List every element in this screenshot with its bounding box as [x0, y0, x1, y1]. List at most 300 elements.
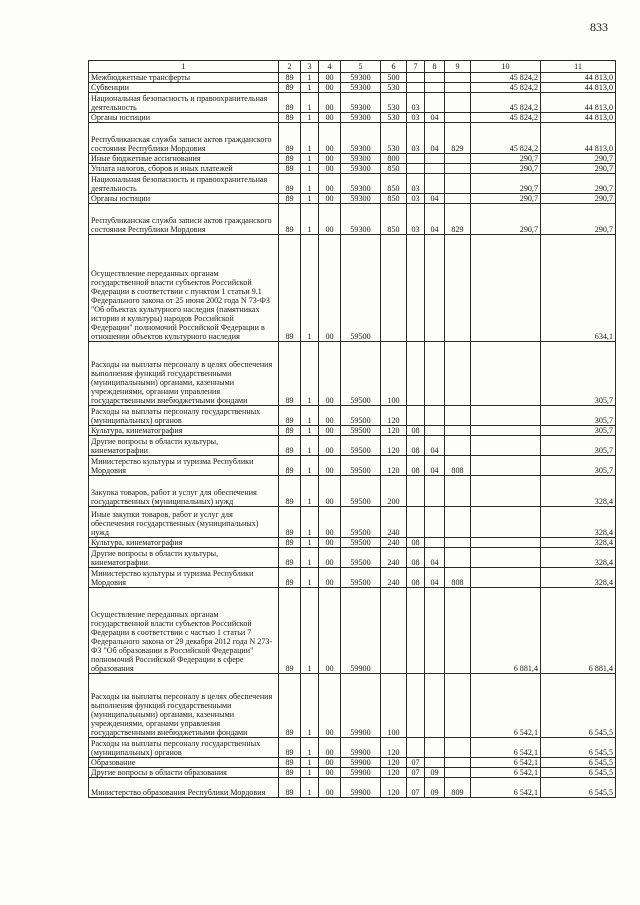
- code-subsection-cell: 00: [319, 406, 341, 426]
- amount-2026-cell: 6 545,5: [541, 778, 616, 798]
- code-subsection-cell: 00: [319, 194, 341, 204]
- code-expense-cell: 850: [381, 174, 407, 194]
- code-section-cell: 1: [301, 83, 319, 93]
- code-section-cell: 1: [301, 507, 319, 538]
- item-name-cell: Уплата налогов, сборов и иных платежей: [89, 164, 279, 174]
- code-section-cell: 1: [301, 768, 319, 778]
- amount-2025-cell: 6 542,1: [471, 738, 541, 758]
- table-row: [89, 738, 616, 758]
- code-subsection-cell: 00: [319, 342, 341, 406]
- code-subsection-cell: 00: [319, 436, 341, 456]
- code-admin-cell: 89: [279, 164, 301, 174]
- page-number: 833: [590, 20, 608, 34]
- code-division-cell: 03: [407, 204, 425, 235]
- code-article-cell: 59300: [341, 113, 381, 123]
- code-section-cell: 1: [301, 568, 319, 588]
- table-row: [89, 174, 616, 194]
- code-article-cell: 59500: [341, 476, 381, 507]
- table-row: [89, 235, 616, 342]
- code-division-cell: [407, 674, 425, 738]
- code-admin-cell: 89: [279, 113, 301, 123]
- code-ministry-cell: [445, 164, 471, 174]
- code-division-cell: [407, 342, 425, 406]
- code-ministry-cell: [445, 154, 471, 164]
- code-subsection-cell: 00: [319, 123, 341, 154]
- code-ministry-cell: [445, 476, 471, 507]
- code-admin-cell: 89: [279, 548, 301, 568]
- code-division-cell: [407, 588, 425, 674]
- code-admin-cell: 89: [279, 93, 301, 113]
- amount-2025-cell: 6 542,1: [471, 758, 541, 768]
- item-name-cell: Другие вопросы в области образования: [89, 768, 279, 778]
- code-subdivision-cell: [425, 674, 445, 738]
- code-expense-cell: 240: [381, 548, 407, 568]
- code-ministry-cell: [445, 768, 471, 778]
- item-name-cell: Органы юстиции: [89, 194, 279, 204]
- amount-2026-cell: 290,7: [541, 204, 616, 235]
- code-admin-cell: 89: [279, 73, 301, 83]
- table-row: [89, 778, 616, 798]
- code-article-cell: 59900: [341, 778, 381, 798]
- amount-2026-cell: 6 545,5: [541, 738, 616, 758]
- code-subsection-cell: 00: [319, 73, 341, 83]
- table-row: [89, 204, 616, 235]
- table-row: [89, 123, 616, 154]
- code-admin-cell: 89: [279, 568, 301, 588]
- code-subdivision-cell: [425, 164, 445, 174]
- amount-2026-cell: 6 545,5: [541, 768, 616, 778]
- header-cell-code-article: 5: [341, 61, 381, 73]
- item-name-cell: Иные бюджетные ассигнования: [89, 154, 279, 164]
- code-admin-cell: 89: [279, 538, 301, 548]
- code-admin-cell: 89: [279, 778, 301, 798]
- table-row: [89, 538, 616, 548]
- code-ministry-cell: [445, 426, 471, 436]
- code-expense-cell: 530: [381, 83, 407, 93]
- code-section-cell: 1: [301, 588, 319, 674]
- code-expense-cell: 500: [381, 73, 407, 83]
- code-subsection-cell: 00: [319, 456, 341, 476]
- code-article-cell: 59900: [341, 738, 381, 758]
- code-division-cell: 08: [407, 426, 425, 436]
- item-name-cell: Расходы на выплаты персоналу государственных (муниципальных) органов: [89, 738, 279, 758]
- table-row: [89, 674, 616, 738]
- table-row: [89, 507, 616, 538]
- header-cell-code-expense: 6: [381, 61, 407, 73]
- amount-2026-cell: 328,4: [541, 507, 616, 538]
- code-subsection-cell: 00: [319, 778, 341, 798]
- code-ministry-cell: 829: [445, 204, 471, 235]
- code-subsection-cell: 00: [319, 548, 341, 568]
- amount-2026-cell: 305,7: [541, 406, 616, 426]
- code-subsection-cell: 00: [319, 154, 341, 164]
- table-row: [89, 758, 616, 768]
- code-ministry-cell: 809: [445, 778, 471, 798]
- code-division-cell: 07: [407, 778, 425, 798]
- code-subdivision-cell: [425, 235, 445, 342]
- table-row: [89, 476, 616, 507]
- code-admin-cell: 89: [279, 436, 301, 456]
- code-expense-cell: 200: [381, 476, 407, 507]
- code-division-cell: [407, 738, 425, 758]
- code-expense-cell: 850: [381, 164, 407, 174]
- code-subsection-cell: 00: [319, 568, 341, 588]
- item-name-cell: Межбюджетные трансферты: [89, 73, 279, 83]
- code-article-cell: 59300: [341, 204, 381, 235]
- table-row: [89, 426, 616, 436]
- code-ministry-cell: [445, 588, 471, 674]
- code-subsection-cell: 00: [319, 174, 341, 194]
- amount-2026-cell: 6 881,4: [541, 588, 616, 674]
- code-admin-cell: 89: [279, 426, 301, 436]
- code-admin-cell: 89: [279, 83, 301, 93]
- item-name-cell: Национальная безопасность и правоохранительная деятельность: [89, 174, 279, 194]
- code-expense-cell: 240: [381, 507, 407, 538]
- code-article-cell: 59300: [341, 174, 381, 194]
- code-subdivision-cell: [425, 588, 445, 674]
- code-admin-cell: 89: [279, 204, 301, 235]
- code-expense-cell: 120: [381, 778, 407, 798]
- code-admin-cell: 89: [279, 507, 301, 538]
- code-section-cell: 1: [301, 73, 319, 83]
- code-article-cell: 59300: [341, 123, 381, 154]
- code-section-cell: 1: [301, 204, 319, 235]
- amount-2026-cell: 305,7: [541, 436, 616, 456]
- code-subdivision-cell: [425, 476, 445, 507]
- amount-2026-cell: 44 813,0: [541, 93, 616, 113]
- table-row: [89, 406, 616, 426]
- code-expense-cell: 240: [381, 568, 407, 588]
- budget-table: [88, 60, 616, 798]
- header-cell-amount-2025: 10: [471, 61, 541, 73]
- code-expense-cell: 850: [381, 194, 407, 204]
- code-section-cell: 1: [301, 93, 319, 113]
- code-ministry-cell: [445, 342, 471, 406]
- code-admin-cell: 89: [279, 476, 301, 507]
- table-row: [89, 456, 616, 476]
- header-cell-code-subsection: 4: [319, 61, 341, 73]
- amount-2026-cell: 44 813,0: [541, 123, 616, 154]
- amount-2026-cell: 44 813,0: [541, 113, 616, 123]
- code-article-cell: 59500: [341, 436, 381, 456]
- code-article-cell: 59900: [341, 588, 381, 674]
- code-section-cell: 1: [301, 123, 319, 154]
- code-admin-cell: 89: [279, 123, 301, 154]
- amount-2025-cell: 45 824,2: [471, 113, 541, 123]
- code-subdivision-cell: [425, 758, 445, 768]
- table-row: [89, 548, 616, 568]
- item-name-cell: Органы юстиции: [89, 113, 279, 123]
- table-row: [89, 83, 616, 93]
- code-ministry-cell: [445, 83, 471, 93]
- code-expense-cell: 530: [381, 113, 407, 123]
- code-expense-cell: 100: [381, 674, 407, 738]
- code-section-cell: 1: [301, 113, 319, 123]
- amount-2026-cell: 290,7: [541, 164, 616, 174]
- amount-2025-cell: [471, 456, 541, 476]
- code-division-cell: [407, 235, 425, 342]
- amount-2025-cell: [471, 342, 541, 406]
- code-admin-cell: 89: [279, 738, 301, 758]
- amount-2026-cell: 634,1: [541, 235, 616, 342]
- code-division-cell: 03: [407, 123, 425, 154]
- item-name-cell: Министерство культуры и туризма Республики Мордовия: [89, 456, 279, 476]
- code-expense-cell: 530: [381, 93, 407, 113]
- amount-2026-cell: 305,7: [541, 456, 616, 476]
- item-name-cell: Министерство культуры и туризма Республики Мордовия: [89, 568, 279, 588]
- code-section-cell: 1: [301, 406, 319, 426]
- code-division-cell: [407, 507, 425, 538]
- code-division-cell: [407, 83, 425, 93]
- amount-2026-cell: 328,4: [541, 476, 616, 507]
- code-article-cell: 59500: [341, 235, 381, 342]
- amount-2026-cell: 328,4: [541, 548, 616, 568]
- amount-2025-cell: [471, 538, 541, 548]
- code-division-cell: [407, 73, 425, 83]
- code-ministry-cell: [445, 758, 471, 768]
- code-subsection-cell: 00: [319, 538, 341, 548]
- code-subdivision-cell: [425, 174, 445, 194]
- code-admin-cell: 89: [279, 406, 301, 426]
- code-article-cell: 59900: [341, 768, 381, 778]
- code-ministry-cell: [445, 507, 471, 538]
- amount-2025-cell: [471, 507, 541, 538]
- code-subsection-cell: 00: [319, 235, 341, 342]
- code-expense-cell: 120: [381, 406, 407, 426]
- code-expense-cell: [381, 588, 407, 674]
- code-subdivision-cell: [425, 538, 445, 548]
- code-division-cell: [407, 406, 425, 426]
- code-subsection-cell: 00: [319, 204, 341, 235]
- code-admin-cell: 89: [279, 768, 301, 778]
- amount-2025-cell: 6 542,1: [471, 674, 541, 738]
- code-expense-cell: 100: [381, 342, 407, 406]
- amount-2026-cell: 44 813,0: [541, 83, 616, 93]
- item-name-cell: Культура, кинематография: [89, 538, 279, 548]
- table-row: [89, 342, 616, 406]
- code-article-cell: 59500: [341, 568, 381, 588]
- code-section-cell: 1: [301, 674, 319, 738]
- code-ministry-cell: [445, 436, 471, 456]
- code-article-cell: 59900: [341, 758, 381, 768]
- code-division-cell: 08: [407, 548, 425, 568]
- code-expense-cell: 850: [381, 204, 407, 235]
- amount-2025-cell: [471, 568, 541, 588]
- code-article-cell: 59500: [341, 426, 381, 436]
- code-subdivision-cell: 04: [425, 204, 445, 235]
- amount-2026-cell: 290,7: [541, 154, 616, 164]
- code-division-cell: 08: [407, 436, 425, 456]
- amount-2025-cell: 45 824,2: [471, 73, 541, 83]
- amount-2025-cell: [471, 436, 541, 456]
- code-article-cell: 59300: [341, 154, 381, 164]
- code-expense-cell: 120: [381, 426, 407, 436]
- amount-2025-cell: 6 542,1: [471, 768, 541, 778]
- code-subsection-cell: 00: [319, 113, 341, 123]
- header-cell-code-section: 3: [301, 61, 319, 73]
- table-row: [89, 93, 616, 113]
- amount-2025-cell: [471, 406, 541, 426]
- code-ministry-cell: [445, 235, 471, 342]
- code-expense-cell: 120: [381, 758, 407, 768]
- code-division-cell: 07: [407, 768, 425, 778]
- code-article-cell: 59300: [341, 194, 381, 204]
- code-subdivision-cell: 04: [425, 568, 445, 588]
- code-subsection-cell: 00: [319, 588, 341, 674]
- item-name-cell: Национальная безопасность и правоохранительная деятельность: [89, 93, 279, 113]
- code-subsection-cell: 00: [319, 476, 341, 507]
- code-article-cell: 59300: [341, 93, 381, 113]
- code-expense-cell: 120: [381, 436, 407, 456]
- item-name-cell: Расходы на выплаты персоналу в целях обеспечения выполнения функций государственными (муниципальными) органами, казенными учреждениями, органами управления государственными внебюджетными фондами: [89, 342, 279, 406]
- code-expense-cell: 530: [381, 123, 407, 154]
- code-section-cell: 1: [301, 174, 319, 194]
- code-ministry-cell: [445, 194, 471, 204]
- item-name-cell: Субвенции: [89, 83, 279, 93]
- amount-2025-cell: [471, 548, 541, 568]
- code-article-cell: 59300: [341, 164, 381, 174]
- code-subdivision-cell: [425, 73, 445, 83]
- header-cell-item-name: 1: [89, 61, 279, 73]
- code-subdivision-cell: [425, 93, 445, 113]
- amount-2026-cell: 305,7: [541, 426, 616, 436]
- code-division-cell: [407, 154, 425, 164]
- amount-2025-cell: [471, 426, 541, 436]
- code-division-cell: 03: [407, 113, 425, 123]
- code-expense-cell: 240: [381, 538, 407, 548]
- code-admin-cell: 89: [279, 588, 301, 674]
- amount-2025-cell: 45 824,2: [471, 93, 541, 113]
- code-division-cell: 07: [407, 758, 425, 768]
- code-expense-cell: 120: [381, 738, 407, 758]
- code-subsection-cell: 00: [319, 758, 341, 768]
- code-division-cell: 08: [407, 456, 425, 476]
- amount-2026-cell: 6 545,5: [541, 758, 616, 768]
- code-section-cell: 1: [301, 342, 319, 406]
- code-subdivision-cell: 04: [425, 123, 445, 154]
- code-subdivision-cell: 04: [425, 113, 445, 123]
- code-division-cell: [407, 476, 425, 507]
- amount-2025-cell: 290,7: [471, 174, 541, 194]
- table-row: [89, 568, 616, 588]
- table-row: [89, 164, 616, 174]
- code-ministry-cell: [445, 674, 471, 738]
- code-subdivision-cell: 04: [425, 194, 445, 204]
- code-ministry-cell: [445, 548, 471, 568]
- header-cell-code-subdivision: 8: [425, 61, 445, 73]
- code-subdivision-cell: 09: [425, 778, 445, 798]
- amount-2025-cell: 290,7: [471, 194, 541, 204]
- code-admin-cell: 89: [279, 194, 301, 204]
- amount-2026-cell: 290,7: [541, 194, 616, 204]
- code-section-cell: 1: [301, 476, 319, 507]
- amount-2025-cell: 6 881,4: [471, 588, 541, 674]
- header-cell-code-division: 7: [407, 61, 425, 73]
- code-section-cell: 1: [301, 778, 319, 798]
- item-name-cell: Иные закупки товаров, работ и услуг для обеспечения государственных (муниципальных) нужд: [89, 507, 279, 538]
- item-name-cell: Другие вопросы в области культуры, кинематографии: [89, 436, 279, 456]
- code-admin-cell: 89: [279, 154, 301, 164]
- amount-2025-cell: 45 824,2: [471, 83, 541, 93]
- item-name-cell: Республиканская служба записи актов гражданского состояния Республики Мордовия: [89, 204, 279, 235]
- table-row: [89, 113, 616, 123]
- item-name-cell: Другие вопросы в области культуры, кинематографии: [89, 548, 279, 568]
- code-ministry-cell: [445, 73, 471, 83]
- code-section-cell: 1: [301, 456, 319, 476]
- table-row: [89, 768, 616, 778]
- code-subdivision-cell: [425, 406, 445, 426]
- code-subdivision-cell: [425, 83, 445, 93]
- amount-2025-cell: 290,7: [471, 204, 541, 235]
- code-article-cell: 59500: [341, 538, 381, 548]
- code-article-cell: 59300: [341, 73, 381, 83]
- item-name-cell: Культура, кинематография: [89, 426, 279, 436]
- code-subsection-cell: 00: [319, 674, 341, 738]
- code-article-cell: 59900: [341, 674, 381, 738]
- table-row: [89, 154, 616, 164]
- table-row: [89, 436, 616, 456]
- code-division-cell: 03: [407, 174, 425, 194]
- code-admin-cell: 89: [279, 758, 301, 768]
- code-ministry-cell: [445, 406, 471, 426]
- table-row: [89, 73, 616, 83]
- code-subdivision-cell: 09: [425, 768, 445, 778]
- header-cell-code-ministry: 9: [445, 61, 471, 73]
- code-expense-cell: 120: [381, 768, 407, 778]
- code-section-cell: 1: [301, 738, 319, 758]
- code-ministry-cell: 808: [445, 456, 471, 476]
- code-ministry-cell: [445, 113, 471, 123]
- amount-2026-cell: 328,4: [541, 538, 616, 548]
- amount-2025-cell: 290,7: [471, 154, 541, 164]
- code-subdivision-cell: [425, 342, 445, 406]
- code-article-cell: 59500: [341, 456, 381, 476]
- item-name-cell: Республиканская служба записи актов гражданского состояния Республики Мордовия: [89, 123, 279, 154]
- amount-2026-cell: 290,7: [541, 174, 616, 194]
- code-admin-cell: 89: [279, 235, 301, 342]
- amount-2025-cell: [471, 476, 541, 507]
- table-row: [89, 588, 616, 674]
- code-article-cell: 59500: [341, 342, 381, 406]
- item-name-cell: Осуществление переданных органам государственной власти субъектов Российской Федерации в соответствии с пунктом 1 статьи 9.1 Федерального закона от 25 июня 2002 года N 73-ФЗ "Об объектах культурного наследия (памятниках истории и культуры) народов Российской Федерации" полномочий Российской Федерации в отношении объектов культурного наследия: [89, 235, 279, 342]
- amount-2026-cell: 328,4: [541, 568, 616, 588]
- code-subdivision-cell: 04: [425, 456, 445, 476]
- code-ministry-cell: 829: [445, 123, 471, 154]
- code-section-cell: 1: [301, 154, 319, 164]
- code-expense-cell: 120: [381, 456, 407, 476]
- item-name-cell: Расходы на выплаты персоналу государственных (муниципальных) органов: [89, 406, 279, 426]
- amount-2025-cell: 6 542,1: [471, 778, 541, 798]
- table-row: [89, 194, 616, 204]
- code-division-cell: [407, 164, 425, 174]
- code-subsection-cell: 00: [319, 426, 341, 436]
- code-ministry-cell: [445, 93, 471, 113]
- code-section-cell: 1: [301, 164, 319, 174]
- code-section-cell: 1: [301, 426, 319, 436]
- code-ministry-cell: [445, 174, 471, 194]
- code-subsection-cell: 00: [319, 93, 341, 113]
- code-subdivision-cell: [425, 507, 445, 538]
- code-admin-cell: 89: [279, 674, 301, 738]
- code-subsection-cell: 00: [319, 738, 341, 758]
- code-admin-cell: 89: [279, 342, 301, 406]
- code-expense-cell: [381, 235, 407, 342]
- code-division-cell: 08: [407, 568, 425, 588]
- code-section-cell: 1: [301, 538, 319, 548]
- code-section-cell: 1: [301, 758, 319, 768]
- code-subdivision-cell: 04: [425, 548, 445, 568]
- amount-2026-cell: 305,7: [541, 342, 616, 406]
